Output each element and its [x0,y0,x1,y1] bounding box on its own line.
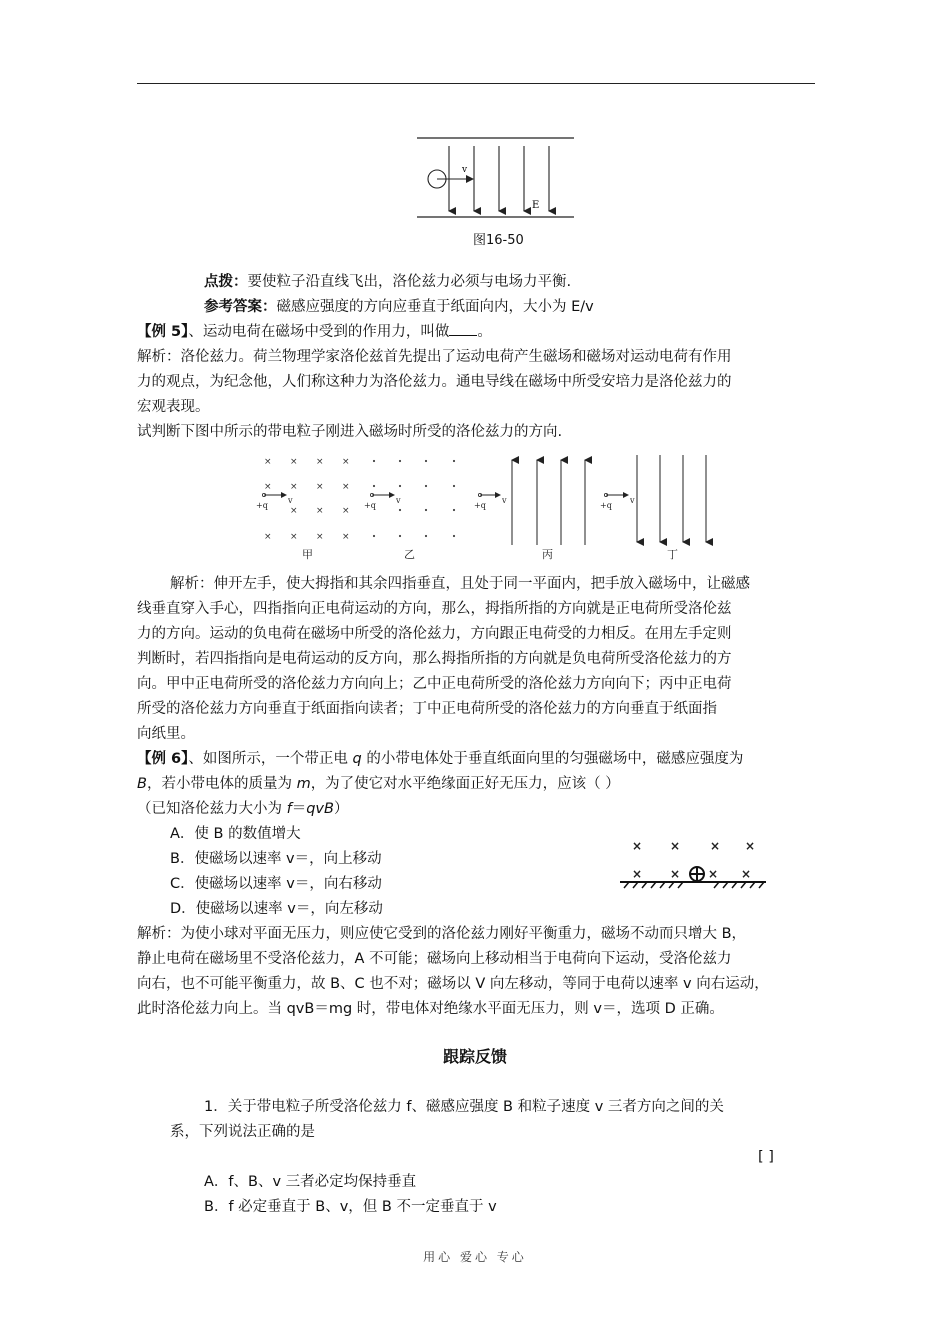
charge-label-jia: +q [256,501,268,510]
hint-label: 点拨： [204,274,248,290]
svg-text:×: × [342,457,350,467]
field-into-page-crosses [264,457,350,542]
feedback-option-b: B．f 必定垂直于 B、v，但 B 不一定垂直于 v [204,1199,497,1215]
ex6-analysis-l4: 此时洛伦兹力向上。当 qvB＝mg 时，带电体对绝缘水平面无压力，则 v＝，选项 D 正确。 [137,1001,724,1017]
svg-text:×: × [670,839,681,853]
header-rule [137,83,815,84]
ex6-f-symbol: f [286,801,292,817]
vel-label-yi: v [396,496,401,505]
feedback-q1-l1: 1．关于带电粒子所受洛伦兹力 f、磁感应强度 B 和粒子速度 v 三者方向之间的关 [204,1099,724,1115]
ex5-analysis-l3: 宏观表现。 [137,399,210,415]
charge-label-ding: +q [600,501,612,510]
ex5-question [137,320,492,345]
ex6-q1a: 、如图所示，一个带正电 [188,751,353,767]
field-out-page-dots [373,460,455,537]
svg-text:×: × [342,532,350,542]
ex6-q-symbol: q [352,751,362,767]
field-label: E [532,200,540,211]
feedback-q1-l2: 系，下列说法正确的是 [170,1124,315,1140]
svg-text:×: × [632,839,643,853]
ex6-q3b: ＝ [291,801,307,817]
label-bing: 丙 [542,548,553,561]
feedback-option-a: A．f、B、v 三者必定均保持垂直 [204,1174,417,1190]
svg-text:×: × [670,867,681,881]
svg-text:×: × [264,457,272,467]
ex5-analysis2-l4: 判断时，若四指指向是电荷运动的反方向，那么拇指所指的方向就是负电荷所受洛伦兹力的方 [137,651,732,667]
ex5-question-text: 、运动电荷在磁场中受到的作用力，叫做 [188,324,450,340]
ex5-prompt: 试判断下图中所示的带电粒子刚进入磁场时所受的洛伦兹力的方向. [137,424,563,440]
ex5-analysis-l1: 解析：洛伦兹力。荷兰物理学家洛伦兹首先提出了运动电荷产生磁场和磁场对运动电荷有作用 [137,349,732,365]
ex5-analysis-l2: 力的观点，为纪念他，人们称这种力为洛伦兹力。通电导线在磁场中所受安培力是洛伦兹力的 [137,374,732,390]
svg-text:×: × [710,839,721,853]
svg-text:×: × [264,482,272,492]
velocity-label: v [462,165,468,175]
downward-field-lines [637,455,706,542]
answer-line [204,295,594,320]
svg-text:×: × [316,532,324,542]
ex5-analysis2-l7: 向纸里。 [137,726,195,742]
ex6-option-d: D．使磁场以速率 v＝，向左移动 [170,901,383,917]
vel-label-bing: v [502,496,507,505]
hint-text: 要使粒子沿直线飞出，洛伦兹力必须与电场力平衡. [247,274,572,290]
charge-label-bing: +q [474,501,486,510]
ex6-q2b: ，为了使它对水平绝缘面正好无压力，应该（ ） [310,776,620,792]
svg-text:×: × [316,482,324,492]
ex5-analysis2-l6: 所受的洛伦兹力方向垂直于纸面指向读者；丁中正电荷所受的洛伦兹力的方向垂直于纸面指 [137,701,717,717]
ex5-label: 【例 5】 [137,324,189,340]
lorentz-figure [250,450,720,562]
ex6-qvB: qvB [306,801,334,817]
ex5-question-end: 。 [477,324,492,340]
ex5-analysis2-l3: 力的方向。运动的负电荷在磁场中所受的洛伦兹力，方向跟正电荷受的力相反。在用左手定则 [137,626,732,642]
label-jia: 甲 [302,548,313,561]
figure-caption: 图16-50 [473,233,524,248]
svg-text:×: × [632,867,643,881]
ex6-q2a: ，若小带电体的质量为 [146,776,297,792]
answer-bracket: [ ] [758,1149,774,1165]
answer-blank [449,321,477,336]
ex6-analysis-l3: 向右，也不可能平衡重力，故 B、C 也不对；磁场以 V 向左移动，等同于电荷以速率 v 向右运动， [137,976,769,992]
svg-text:×: × [290,457,298,467]
ex6-question-l1 [137,747,743,772]
svg-text:×: × [290,506,298,516]
vel-label-jia: v [288,496,293,505]
ex6-B-symbol: B [137,776,147,792]
svg-text:×: × [316,506,324,516]
svg-text:×: × [290,482,298,492]
ex6-analysis-l2: 静止电荷在磁场里不受洛伦兹力，A 不可能；磁场向上移动相当于电荷向下运动，受洛伦兹力 [137,951,732,967]
answer-text: 磁感应强度的方向应垂直于纸面向内，大小为 E/v [276,299,594,315]
svg-text:×: × [290,532,298,542]
hint-line [204,270,571,295]
ex6-option-c: C．使磁场以速率 v＝，向右移动 [170,876,382,892]
ex5-analysis2-l5: 向。甲中正电荷所受的洛伦兹力方向向上；乙中正电荷所受的洛伦兹力方向向下；丙中正电荷 [137,676,732,692]
ex6-q3a: （已知洛伦兹力大小为 [137,801,287,817]
ex5-analysis2-l1: 解析：伸开左手，使大拇指和其余四指垂直，且处于同一平面内，把手放入磁场中，让磁感 [170,576,750,592]
ex5-analysis2-l2: 线垂直穿入手心，四指指向正电荷运动的方向，那么，拇指所指的方向就是正电荷所受洛伦兹 [137,601,732,617]
label-ding: 丁 [667,548,678,561]
ex6-option-b: B．使磁场以速率 v＝，向上移动 [170,851,382,867]
ex6-m-symbol: m [296,776,311,792]
charge-label-yi: +q [364,501,376,510]
svg-text:×: × [342,482,350,492]
ex6-option-a: A．使 B 的数值增大 [170,826,301,842]
ex6-analysis-l1: 解析：为使小球对平面无压力，则应使它受到的洛伦兹力刚好平衡重力，磁场不动而只增大 B， [137,926,747,942]
ex6-figure [616,836,772,892]
ex6-q3c: ） [333,801,349,817]
vel-label-ding: v [630,496,635,505]
ex6-label: 【例 6】 [137,751,189,767]
svg-text:×: × [745,839,756,853]
ex6-question-l2 [137,772,620,797]
svg-text:×: × [708,867,719,881]
answer-label: 参考答案： [204,299,277,315]
ex6-question-l3 [137,797,348,822]
svg-text:×: × [342,506,350,516]
upward-field-lines [512,460,585,545]
ex6-q1b: 的小带电体处于垂直纸面向里的匀强磁场中，磁感应强度为 [361,751,744,767]
svg-text:×: × [264,532,272,542]
section-heading: 跟踪反馈 [442,1047,507,1066]
svg-text:×: × [316,457,324,467]
svg-text:×: × [741,867,752,881]
label-yi: 乙 [404,548,415,561]
page-footer: 用心 爱心 专心 [423,1250,527,1264]
